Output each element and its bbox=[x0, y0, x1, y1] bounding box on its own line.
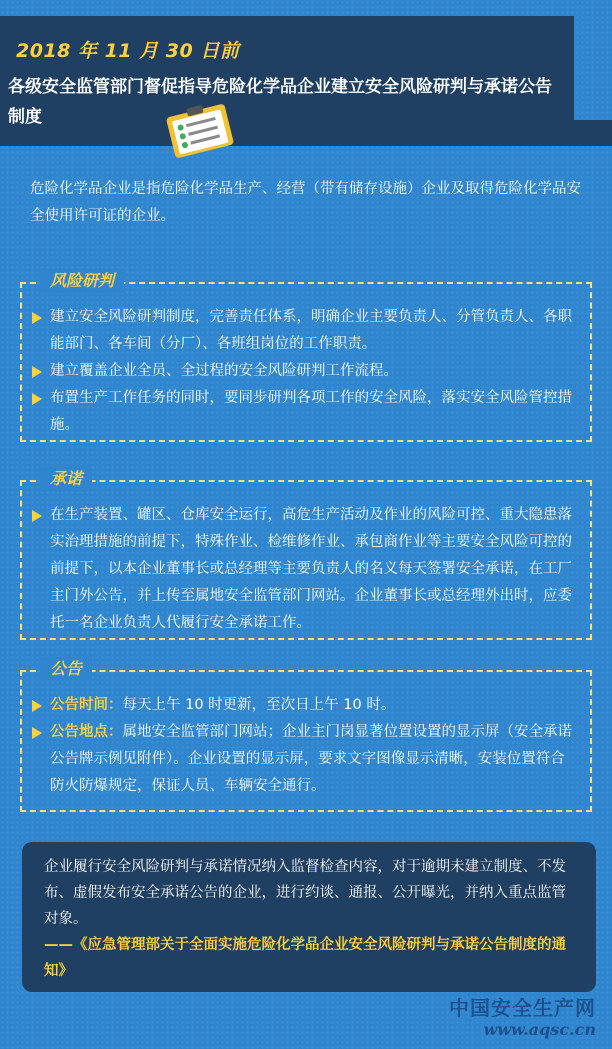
commit-item-text: 在生产装置、罐区、仓库安全运行，高危生产活动及作业的风险可控、重大隐患落实治理措施的前提下，特殊作业、检维修作业、承包商作业等主要安全风险可控的前提下，以本企业董事长或总经理等主要负责人的名义每天签署安全承诺，在工厂主门外公告，并上传至属地安全监管部门网站。企业董事长或总经理外出时，应委托一名企业负责人代履行安全承诺工作。 bbox=[50, 507, 572, 631]
risk-item-text: 建立覆盖企业全员、全过程的安全风险研判工作流程。 bbox=[50, 363, 398, 379]
header-date: 2018 年 11 月 30 日前 bbox=[16, 40, 240, 62]
header-accent bbox=[574, 120, 612, 146]
notice-item bbox=[32, 692, 578, 719]
notice-item bbox=[32, 719, 578, 800]
notice-section-label: 公告 bbox=[40, 657, 92, 681]
notice-time-text: 每天上午 10 时更新，至次日上午 10 时。 bbox=[122, 697, 396, 713]
notice-section bbox=[20, 659, 592, 812]
watermark-url: www.aqsc.cn bbox=[483, 1020, 596, 1039]
header-title: 各级安全监管部门督促指导危险化学品企业建立安全风险研判与承诺公告制度 bbox=[8, 77, 552, 127]
clipboard-icon bbox=[158, 102, 242, 160]
intro-text: 危险化学品企业是指危险化学品生产、经营（带有储存设施）企业及取得危险化学品安全使用许可证的企业。 bbox=[30, 181, 581, 224]
note-box bbox=[22, 842, 596, 992]
arrow-icon bbox=[32, 510, 42, 522]
notice-time-key: 公告时间： bbox=[50, 697, 123, 713]
risk-item bbox=[32, 304, 578, 358]
note-text: 企业履行安全风险研判与承诺情况纳入监督检查内容，对于逾期未建立制度、不发布、虚假发布安全承诺公告的企业，进行约谈、通报、公开曝光，并纳入重点监管对象。 bbox=[44, 859, 566, 927]
commit-item bbox=[32, 502, 578, 637]
risk-item bbox=[32, 385, 578, 439]
note-source: ——《应急管理部关于全面实施危险化学品企业安全风险研判与承诺公告制度的通知》 bbox=[44, 937, 566, 979]
arrow-icon bbox=[32, 700, 42, 712]
commit-section bbox=[20, 469, 592, 640]
risk-item bbox=[32, 358, 578, 385]
watermark bbox=[449, 996, 596, 1040]
arrow-icon bbox=[32, 312, 42, 324]
risk-section-label: 风险研判 bbox=[40, 269, 124, 293]
risk-item-text: 布置生产工作任务的同时，要同步研判各项工作的安全风险，落实安全风险管控措施。 bbox=[50, 390, 572, 433]
risk-section bbox=[20, 271, 592, 442]
watermark-name: 中国安全生产网 bbox=[449, 996, 596, 1020]
arrow-icon bbox=[32, 727, 42, 739]
notice-place-key: 公告地点： bbox=[50, 724, 123, 740]
commit-section-label: 承诺 bbox=[40, 467, 92, 491]
arrow-icon bbox=[32, 393, 42, 405]
arrow-icon bbox=[32, 366, 42, 378]
notice-place-text: 属地安全监管部门网站；企业主门岗显著位置设置的显示屏（安全承诺公告牌示例见附件）。企业设置的显示屏，要求文字图像显示清晰，安装位置符合防火防爆规定，保证人员、车辆安全通行。 bbox=[50, 724, 572, 794]
header-banner bbox=[0, 16, 574, 146]
risk-item-text: 建立安全风险研判制度，完善责任体系，明确企业主要负责人、分管负责人、各职能部门、各车间（分厂）、各班组岗位的工作职责。 bbox=[50, 309, 572, 352]
